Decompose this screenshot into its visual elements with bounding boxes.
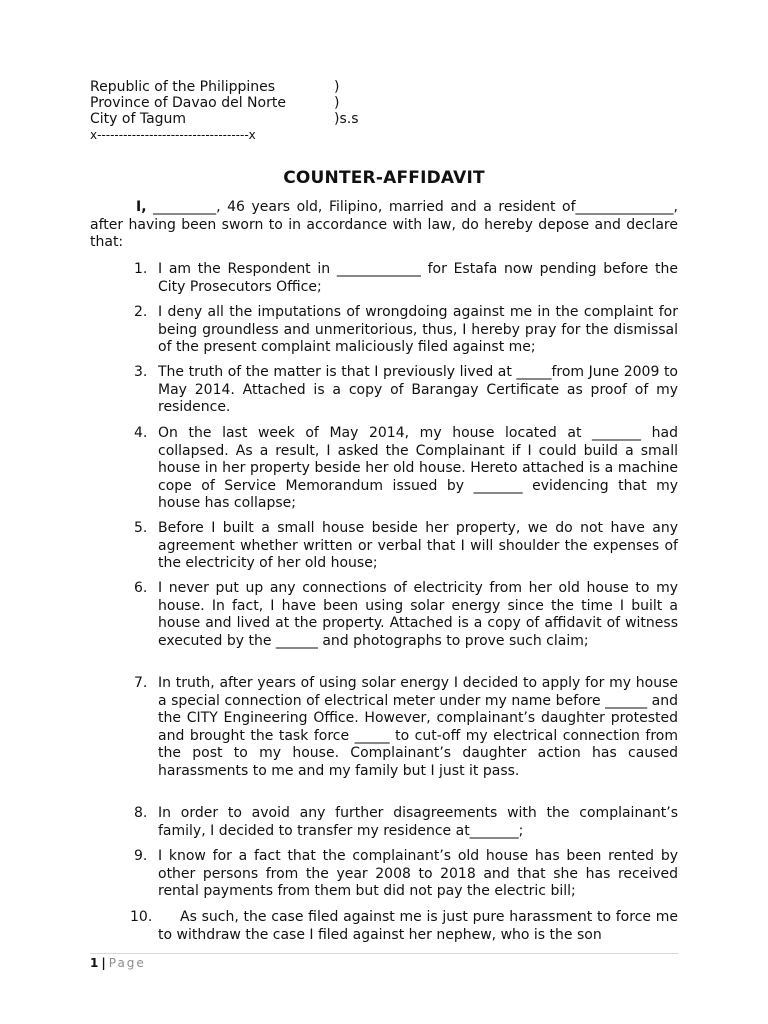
venue-province-text: Province of Davao del Norte [90,95,286,111]
item-text: In order to avoid any further disagreements with the complainant’s family, I decided to transfer my residence at_______; [158,805,678,839]
item-number: 10. [130,909,153,925]
item-number: 7. [134,675,148,691]
item-text: I am the Respondent in ____________ for Estafa now pending before the City Prosecutors Office; [158,261,678,295]
list-item [134,261,678,296]
intro-paragraph [90,199,678,252]
list-item [130,909,678,944]
item-text: I know for a fact that the complainant’s old house has been rented by other persons from the year 2008 to 2018 and that she has received rental payments from them but did not pay the electric bill; [158,848,678,899]
item-text: On the last week of May 2014, my house located at _______ had collapsed. As a result, I asked the Complainant if I could build a small house in her property beside her old house. Hereto attached is a machine cope of Service Memorandum issued by _______ evidencing that my house has collapse; [158,425,678,511]
footer-divider [90,953,678,954]
intro-lead: I, [136,199,147,215]
venue-paren: ) [334,79,340,95]
list-item [134,675,678,780]
list-item [134,364,678,417]
list-item [134,520,678,573]
item-number: 2. [134,304,148,320]
item-number: 3. [134,364,148,380]
intro-text: _________, 46 years old, Filipino, married and a resident of______________, after having been sworn to in accordance with law, do hereby depose and declare that: [90,199,678,250]
list-item [134,304,678,357]
item-text: In truth, after years of using solar energy I decided to apply for my house a special connection of electrical meter under my name before ______ and the CITY Engineering Office. However, complainant’s daughter protested and brought the task force _____ to cut-off my electrical connection from the post to my house. Complainant’s daughter action has caused harassments to me and my family but I just it pass. [158,675,678,779]
venue-separator: x-----------------------------------x [90,128,256,142]
venue-paren: ) [334,95,340,111]
venue-line-city [90,111,359,127]
list-item [134,425,678,513]
item-number: 6. [134,580,148,596]
item-number: 9. [134,848,148,864]
venue-ss: )s.s [334,111,359,127]
page-footer [90,956,146,970]
list-item [134,580,678,650]
venue-city-text: City of Tagum [90,111,187,127]
page-label: Page [108,956,146,970]
item-number: 5. [134,520,148,536]
list-item [134,848,678,901]
item-text: I never put up any connections of electricity from her old house to my house. In fact, I have been using solar energy since the time I built a house and lived at the property. Attached is a copy of affidavit of witness executed by the ______ and photographs to prove such claim; [158,580,678,649]
item-text: I deny all the imputations of wrongdoing against me in the complaint for being groundless and unmeritorious, thus, I hereby pray for the dismissal of the present complaint maliciously filed against me; [158,304,678,355]
item-text: The truth of the matter is that I previously lived at _____from June 2009 to May 2014. Attached is a copy of Barangay Certificate as proof of my residence. [158,364,678,415]
venue-republic-text: Republic of the Philippines [90,79,276,95]
page-number: 1 [90,956,99,970]
document-title: COUNTER-AFFIDAVIT [283,168,485,188]
item-text: As such, the case filed against me is just pure harassment to force me to withdraw the case I filed against her nephew, who is the son [158,909,678,943]
item-number: 4. [134,425,148,441]
item-number: 8. [134,805,148,821]
item-text: Before I built a small house beside her property, we do not have any agreement whether written or verbal that I will shoulder the expenses of the electricity of her old house; [158,520,678,571]
venue-line-republic [90,79,340,95]
list-item [134,805,678,840]
footer-separator: | [101,956,106,970]
venue-block [90,79,359,143]
venue-line-province [90,95,340,111]
item-number: 1. [134,261,148,277]
